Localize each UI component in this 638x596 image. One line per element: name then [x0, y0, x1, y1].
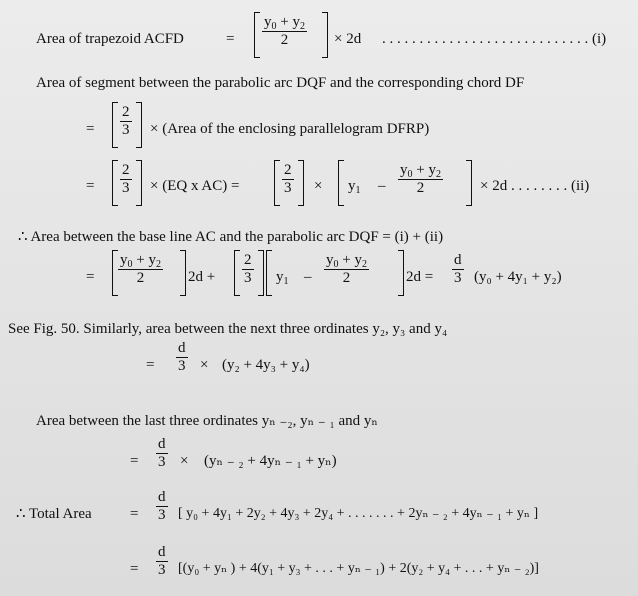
left-bracket — [112, 160, 118, 206]
fraction-d-over-3: $\frac{d}{3}$ — [178, 340, 186, 374]
last-ordinates-result: (yₙ ₋ ₂ + 4yₙ ₋ ₁ + yₙ) — [204, 453, 337, 469]
fraction-2-over-3: $\frac{2}{3}$ — [284, 162, 292, 196]
right-bracket — [398, 250, 404, 296]
y1-term: $y_1$ — [348, 178, 361, 196]
fraction-d-over-3: $\frac{d}{3}$ — [158, 489, 166, 523]
fraction-d-over-3: $\frac{d}{3}$ — [454, 252, 462, 286]
equals-sign: = — [86, 178, 95, 194]
right-bracket — [136, 102, 142, 148]
minus-sign: – — [378, 178, 386, 194]
equals-sign: = — [86, 121, 95, 137]
left-bracket — [274, 160, 280, 206]
parallelogram-area-text: × (Area of the enclosing parallelogram DFRP) — [150, 121, 430, 137]
parabolic-area-heading: ∴ Area between the base line AC and the parabolic arc DQF = (i) + (ii) — [18, 229, 444, 245]
fraction-y0-plus-y2-over-2: $\frac{y_0 + y_2}{2}$ — [120, 252, 161, 286]
next-ordinates-result: (y₂ + 4y₃ + y₄) — [222, 357, 310, 373]
times-sign: × — [200, 357, 209, 373]
right-bracket — [466, 160, 472, 206]
similarly-heading: See Fig. 50. Similarly, area between the next three ordinates y₂, y₃ and y₄ — [8, 321, 448, 337]
simpson-result: (y₀ + 4y₁ + y₂) — [474, 269, 562, 285]
fraction-2-over-3: $\frac{2}{3}$ — [244, 252, 252, 286]
equals-sign: = — [146, 357, 155, 373]
left-bracket — [254, 12, 260, 58]
total-area-series: [ y₀ + 4y₁ + 2y₂ + 4y₃ + 2y₄ + . . . . . . . + 2yₙ ₋ ₂ + 4yₙ ₋ ₁ + yₙ ] — [178, 506, 539, 521]
fraction-y0-plus-y2-over-2: $\frac{y_0 + y_2}{2}$ — [326, 252, 367, 286]
left-bracket — [112, 102, 118, 148]
left-bracket — [266, 250, 272, 296]
trapezoid-area-label: Area of trapezoid ACFD — [36, 31, 184, 47]
times-sign: × — [180, 453, 189, 469]
eq-x-ac-text: × (EQ x AC) = — [150, 178, 240, 194]
minus-sign: – — [304, 269, 312, 285]
2d-plus-term: 2d + — [188, 269, 216, 285]
last-ordinates-heading: Area between the last three ordinates yₙ ₋₂, yₙ ₋ ₁ and yₙ — [36, 413, 378, 429]
equals-sign: = — [130, 561, 139, 577]
fraction-d-over-3: $\frac{d}{3}$ — [158, 544, 166, 578]
equation-number-i: . . . . . . . . . . . . . . . . . . . . . . . . . . . . (i) — [382, 31, 607, 47]
times-2d: × 2d — [334, 31, 362, 47]
right-bracket — [136, 160, 142, 206]
fraction-2-over-3: $\frac{2}{3}$ — [122, 162, 130, 196]
fraction-d-over-3: $\frac{d}{3}$ — [158, 436, 166, 470]
right-bracket — [322, 12, 328, 58]
left-bracket — [338, 160, 344, 206]
fraction-y0-plus-y2-over-2: $\frac{y_0 + y_2}{2}$ — [400, 162, 441, 196]
fraction-y0-plus-y2-over-2: $\frac{y_0 + y_2}{2}$ — [264, 14, 305, 48]
right-bracket — [298, 160, 304, 206]
times-sign: × — [314, 178, 323, 194]
equals-sign: = — [226, 31, 235, 47]
left-bracket — [234, 250, 240, 296]
equals-sign: = — [130, 506, 139, 522]
simpsons-rule-grouped: [(y₀ + yₙ ) + 4(y₁ + y₃ + . . . + yₙ ₋ ₁) + 2(y₂ + y₄ + . . . + yₙ ₋ ₂)] — [178, 561, 539, 576]
2d-equals-term: 2d = — [406, 269, 434, 285]
segment-area-heading: Area of segment between the parabolic arc DQF and the corresponding chord DF — [36, 75, 525, 91]
right-bracket — [180, 250, 186, 296]
equals-sign: = — [130, 453, 139, 469]
fraction-2-over-3: $\frac{2}{3}$ — [122, 104, 130, 138]
y1-term: $y_1$ — [276, 269, 289, 287]
equation-number-ii: × 2d . . . . . . . . (ii) — [480, 178, 590, 194]
right-bracket — [258, 250, 264, 296]
equals-sign: = — [86, 269, 95, 285]
total-area-label: ∴ Total Area — [16, 506, 92, 522]
